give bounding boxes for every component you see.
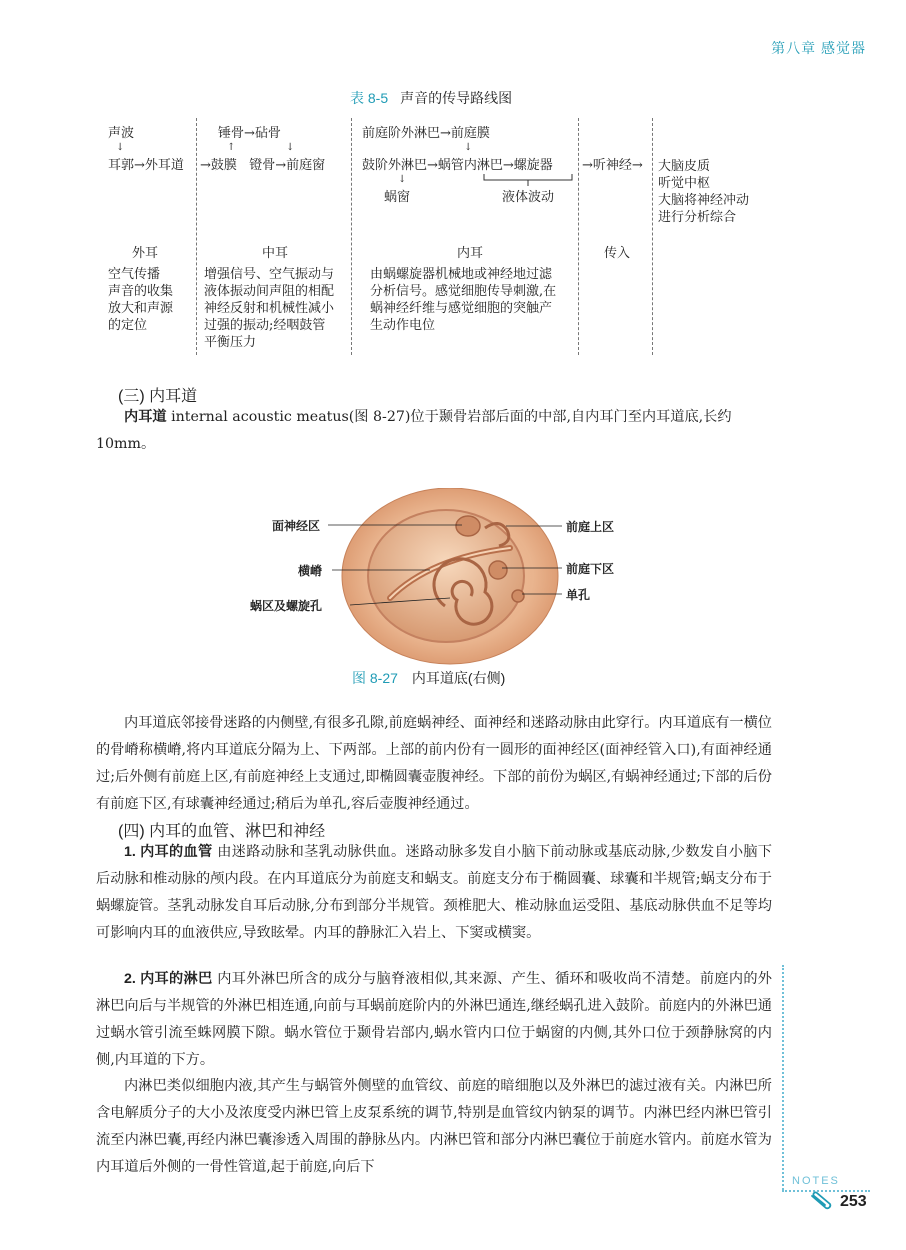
down-arrow-icon: ↓ — [464, 142, 473, 153]
section-heading-vessels: (四) 内耳的血管、淋巴和神经 — [118, 823, 326, 840]
pathway-sound-wave: 声波 — [108, 126, 135, 141]
figure-internal-meatus-fundus — [240, 488, 660, 668]
notes-label: NOTES — [792, 1175, 840, 1187]
up-arrow-icon: ↓ — [116, 142, 125, 153]
col-head-outer-ear: 外耳 — [131, 246, 158, 261]
pathway-cochlear-duct: 鼓阶外淋巴→蜗管内淋巴→螺旋器 — [362, 158, 553, 173]
paragraph-internal-meatus-line2: 10mm。 — [96, 436, 156, 452]
label-singular-foramen: 单孔 — [566, 588, 591, 602]
col-head-middle-ear: 中耳 — [261, 246, 288, 261]
col-head-inner-ear: 内耳 — [456, 246, 483, 261]
paragraph-endolymph: 内淋巴类似细胞内液,其产生与蜗管外侧壁的血管纹、前庭的暗细胞以及外淋巴的滤过液有关。内淋巴所含电解质分子的大小及浓度受内淋巴管上皮泵系统的调节,特别是血管纹内钠泵的调节。内淋巴经内淋巴管引流至内淋巴囊,再经内淋巴囊渗透入周围的静脉丛内。内淋巴管和部分内淋巴囊位于前庭水管内。前庭水管为内耳道后外侧的一骨性管道,起于前庭,向后下 — [96, 1078, 772, 1175]
paragraph-blood-vessels: 1. 内耳的血管 由迷路动脉和茎乳动脉供血。迷路动脉多发自小脑下前动脉或基底动脉,少数发自小脑下后动脉和椎动脉的颅内段。在内耳道底分为前庭支和蜗支。前庭支分布于椭圆囊、球囊和半规管;蜗支分布于蜗螺旋管。茎乳动脉发自耳后动脉,分布到部分半规管。颈椎肥大、椎动脉血运受阻、基底动脉供血不足等均可影响内耳的血液供应,导致眩晕。内耳的静脉汇入岩上、下窦或横窦。 — [96, 844, 772, 941]
pathway-scala-vestibuli: 前庭阶外淋巴→前庭膜 — [362, 126, 490, 141]
bracket-icon — [482, 172, 574, 188]
page-number: 253 — [840, 1193, 867, 1210]
notes-margin-line — [782, 965, 784, 1190]
down-arrow-icon: ↓ — [286, 142, 295, 153]
label-superior-vestibular-area: 前庭上区 — [566, 520, 615, 534]
label-cochlear-area: 蜗区及螺旋孔 — [250, 599, 323, 613]
col-desc-middle-ear: 增强信号、空气振动与 液体振动间声阻的相配 神经反射和机械性减小 过强的振动;经咽鼓管 平衡压力 — [204, 267, 335, 350]
col-head-afferent: 传入 — [603, 246, 630, 261]
pathway-auditory-nerve: →听神经→ — [582, 158, 643, 173]
table-title — [350, 88, 512, 108]
section-heading-internal-meatus: (三) 内耳道 — [118, 388, 198, 405]
figure-number: 图 8-27 — [352, 670, 398, 686]
col-desc-inner-ear: 由蜗螺旋器机械地或神经地过滤 分析信号。感觉细胞传导刺激,在 蜗神经纤维与感觉细胞的突触产 生动作电位 — [370, 267, 557, 333]
table-divider — [351, 118, 352, 355]
pathway-round-window: 蜗窗 — [384, 190, 411, 205]
paperclip-icon — [808, 1190, 836, 1212]
pathway-cortex: 大脑皮质 听觉中枢 大脑将神经冲动 进行分析综合 — [658, 159, 750, 225]
label-transverse-crest: 横嵴 — [298, 564, 323, 578]
pathway-ossicles: 锤骨→砧骨 — [218, 126, 281, 141]
paragraph-meatus-fundus: 内耳道底邻接骨迷路的内侧壁,有很多孔隙,前庭蜗神经、面神经和迷路动脉由此穿行。内耳道底有一横位的骨嵴称横嵴,将内耳道底分隔为上、下两部。上部的前内份有一圆形的面神经区(面神经管入口),有面神经通过;后外侧有前庭上区,有前庭神经上支通过,即椭圆囊壶腹神经。下部的前份为蜗区,有蜗神经通过;下部的后份有前庭下区,有球囊神经通过;稍后为单孔,容后壶腹神经通过。 — [96, 715, 772, 812]
paragraph-internal-meatus: 内耳道 internal acoustic meatus(图 8-27)位于颞骨岩部后面的中部,自内耳门至内耳道底,长约 — [124, 409, 732, 425]
down-arrow-icon: ↓ — [398, 174, 407, 185]
chapter-header: 第八章 感觉器 — [771, 40, 866, 56]
pathway-middle-ear: →鼓膜 镫骨→前庭窗 — [200, 158, 326, 173]
table-divider — [578, 118, 579, 355]
table-number: 表 8-5 — [350, 90, 389, 106]
paragraph-lymph: 2. 内耳的淋巴 内耳外淋巴所含的成分与脑脊液相似,其来源、产生、循环和吸收尚不清楚。前庭内的外淋巴向后与半规管的外淋巴相连通,向前与耳蜗前庭阶内的外淋巴通连,继经蜗孔进入鼓阶。前庭内的外淋巴通过蜗水管引流至蛛网膜下隙。蜗水管位于颞骨岩部内,蜗水管内口位于蜗窗的内侧,其外口位于颈静脉窝的内侧,内耳道的下方。 — [96, 971, 772, 1068]
table-title-text: 声音的传导路线图 — [400, 90, 513, 106]
pathway-outer-ear: 耳郭→外耳道 — [108, 158, 184, 173]
label-inferior-vestibular-area: 前庭下区 — [566, 562, 615, 576]
col-desc-outer-ear: 空气传播 声音的收集 放大和声源 的定位 — [108, 267, 174, 333]
table-divider — [652, 118, 653, 355]
figure-caption-text: 内耳道底(右侧) — [411, 670, 506, 686]
up-arrow-icon: ↑ — [227, 142, 236, 153]
label-facial-area: 面神经区 — [272, 519, 321, 533]
table-divider — [196, 118, 197, 355]
pathway-fluid-wave: 液体波动 — [502, 190, 555, 205]
figure-caption — [352, 668, 505, 688]
